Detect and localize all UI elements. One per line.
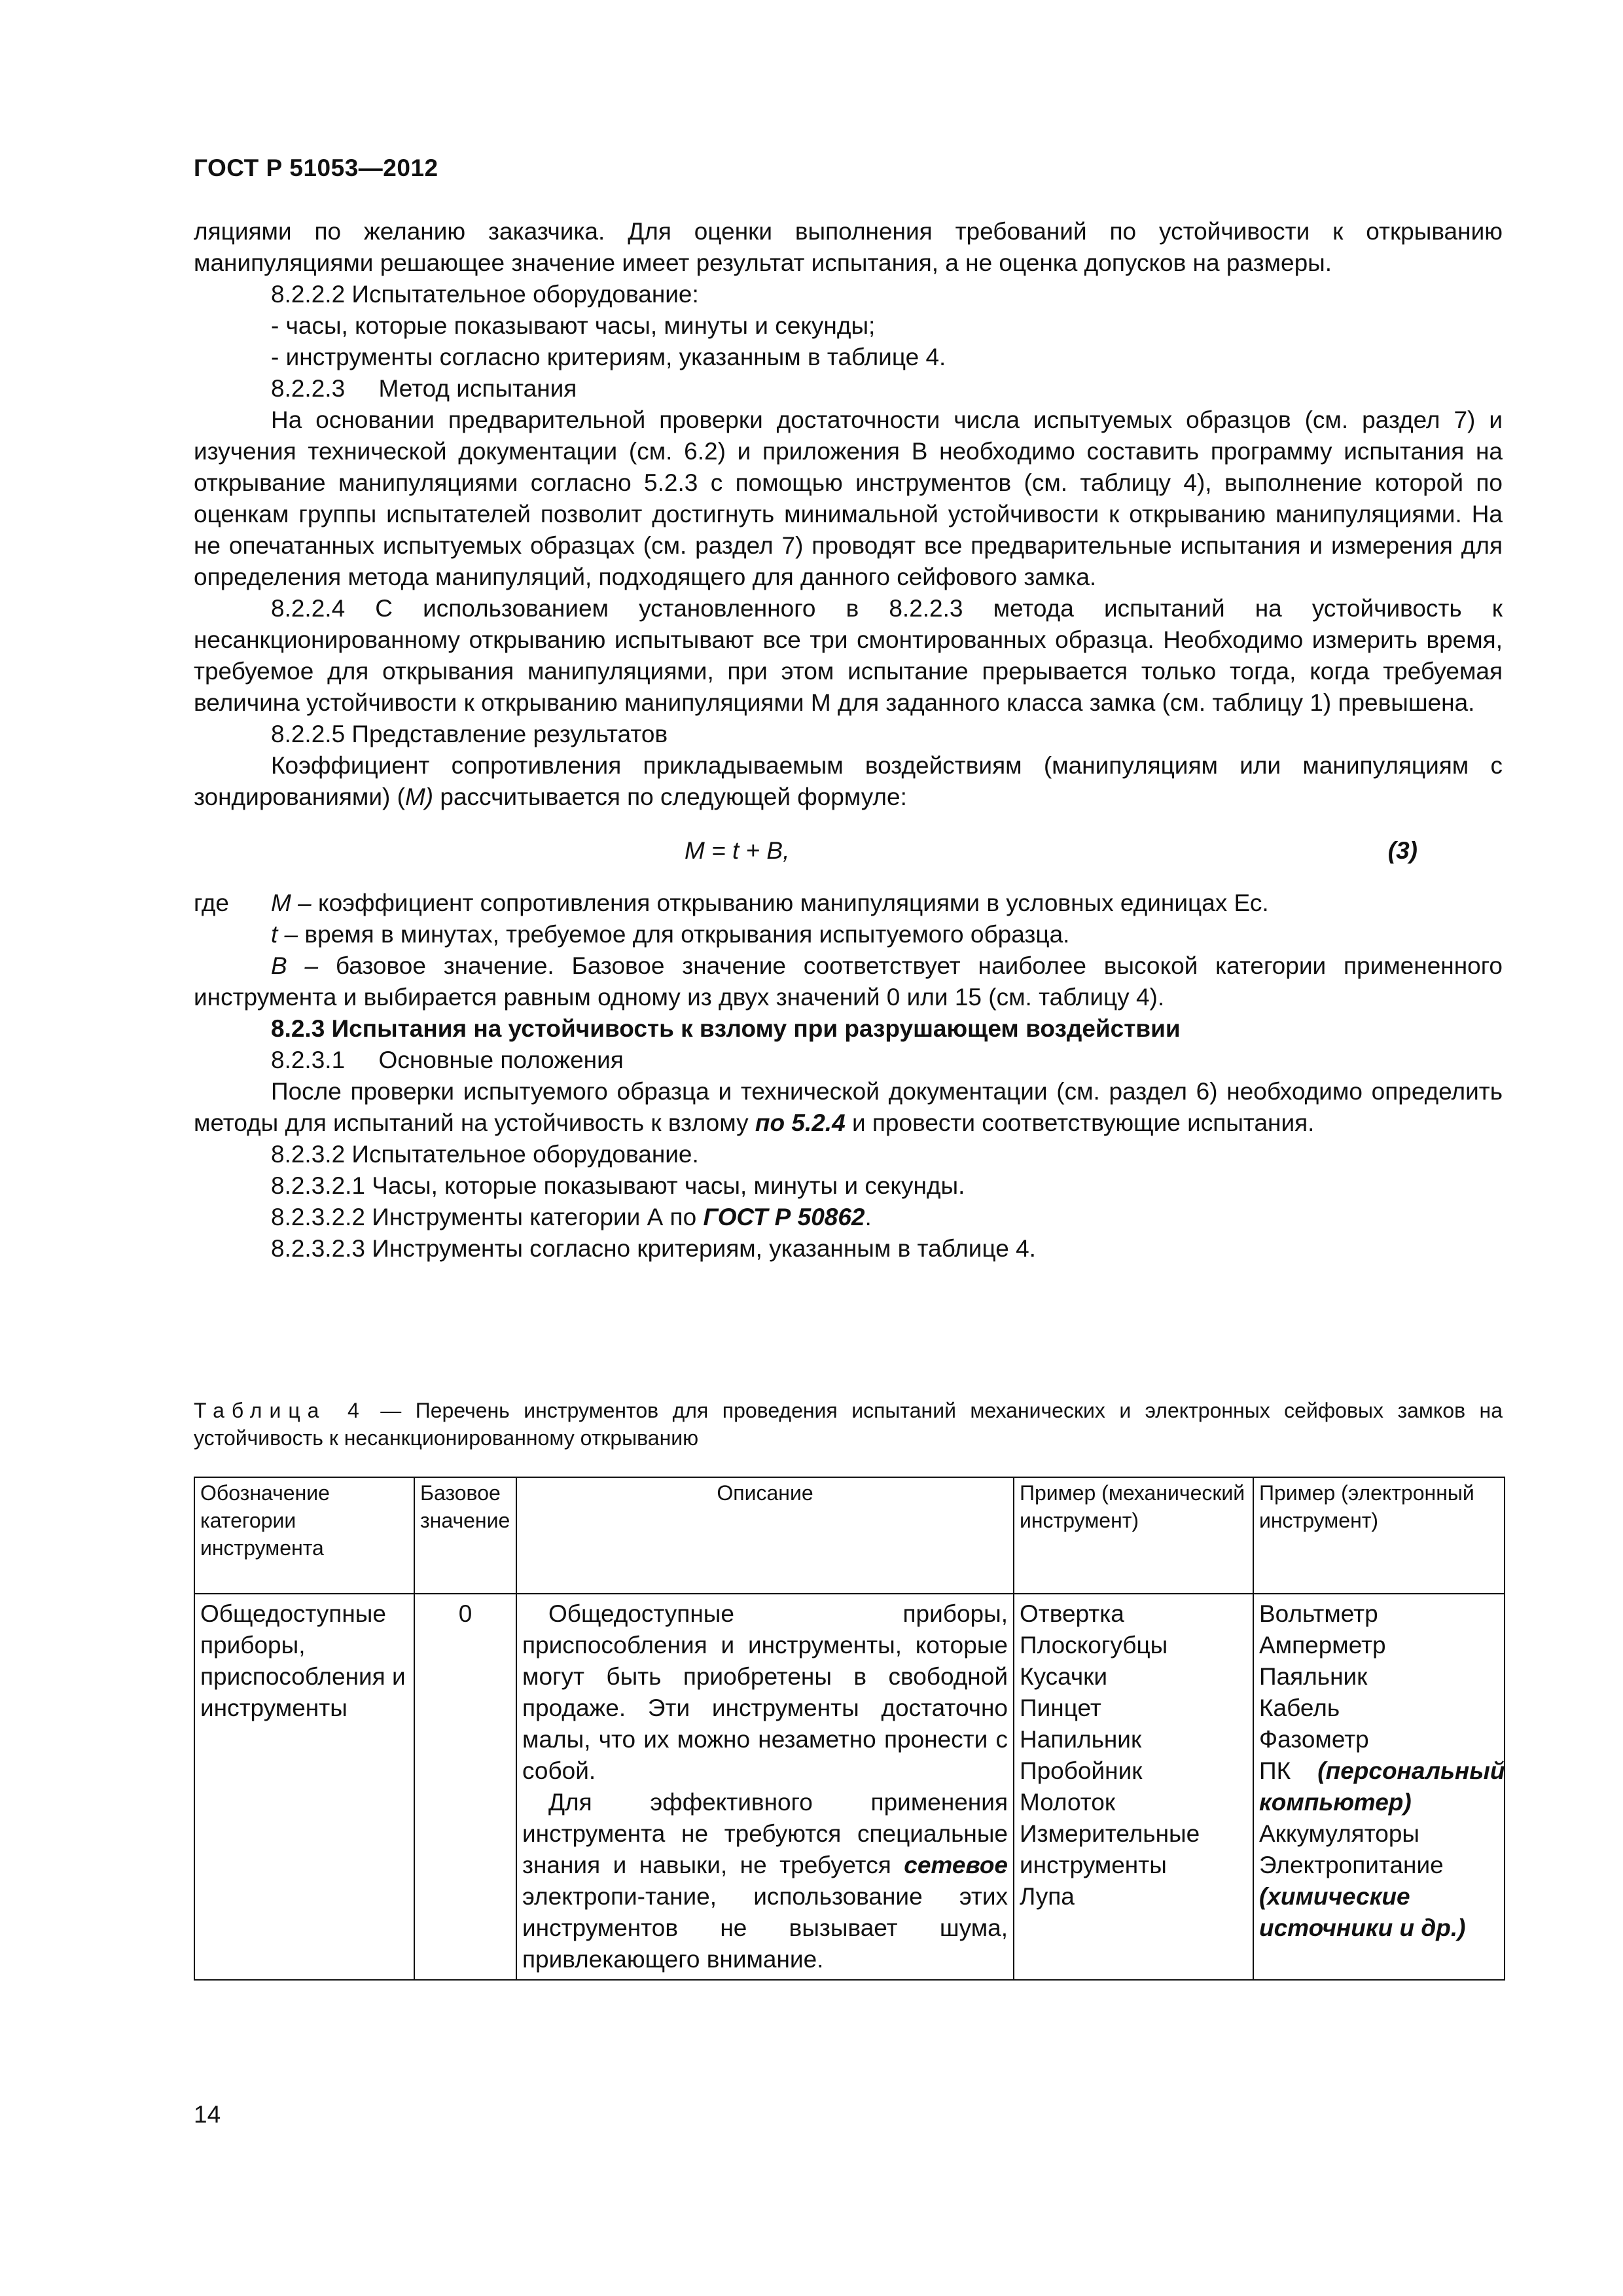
list-item: Вольтметр <box>1259 1600 1378 1627</box>
clause-8-2-3-2-3: 8.2.3.2.3 Инструменты согласно критериям, указанным в таблице 4. <box>271 1235 1036 1262</box>
cell-category: Общедоступные приборы, приспособления и инструменты <box>194 1594 414 1980</box>
list-item: Напильник <box>1020 1726 1142 1753</box>
header-base-value: Базовое значение <box>414 1477 516 1594</box>
list-item-pc <box>1259 1755 1505 1818</box>
list-item: Паяльник <box>1259 1663 1368 1690</box>
header-category: Обозначение категории инструмента <box>194 1477 414 1594</box>
description-paragraph <box>522 1787 1008 1975</box>
table-caption <box>194 1397 1503 1452</box>
definition-m <box>194 888 1503 919</box>
definition-m-content <box>271 888 1269 919</box>
body-text <box>194 216 1503 1265</box>
list-item: Электропитание <box>1259 1852 1444 1878</box>
table-row <box>194 1594 1505 1980</box>
definition-b <box>194 950 1503 1013</box>
text-part: Коэффициент сопротивления прикладываемым воздействиям (манипуляциям или манипуляциям с зондированиями) ( <box>194 752 1503 810</box>
list-item: Пробойник <box>1020 1757 1143 1784</box>
definition-m-text: коэффициент сопротивления открыванию манипуляциями в условных единицах Ес. <box>311 889 1269 916</box>
reference-gost-50862: ГОСТ Р 50862 <box>703 1204 865 1230</box>
formula: M = t + B, <box>685 837 790 864</box>
pc-note: (персональный компьютер) <box>1259 1757 1505 1816</box>
table-caption-text: — Перечень инструментов для проведения испытаний механических и электронных сейфовых замков на устойчивость к несанкционированному открыванию <box>194 1399 1503 1450</box>
definition-t <box>194 919 1503 950</box>
list-item: Молоток <box>1020 1789 1116 1816</box>
text-part: 8.2.3.2.2 Инструменты категории А по <box>271 1204 704 1230</box>
clause-8-2-3-2: 8.2.3.2 Испытательное оборудование. <box>271 1141 699 1168</box>
clause-8-2-2-3-text: На основании предварительной проверки достаточности числа испытуемых образцов (см. раздел 7) и изучения технической документации (см. 6.2) и приложения В необходимо составить программу испытания на открывание манипуляциями согласно 5.2.3 с помощью инструментов (см. таблицу 4), выполнение которой по оценкам группы испытателей позволит достигнуть минимальной устойчивости к открыванию манипуляциями. На не опечатанных испытуемых образцах (см. раздел 7) проводят все предварительные испытания и измерения для определения метода манипуляций, подходящего для данного сейфового замка. <box>194 406 1503 590</box>
cell-electronic-examples <box>1253 1594 1505 1980</box>
description-paragraph: Общедоступные приборы, приспособления и инструменты, которые могут быть приобретены в свободной продаже. Эти инструменты достаточно малы, что их можно незаметно пронести с собой. <box>522 1600 1008 1784</box>
symbol-t: t – <box>271 921 298 948</box>
text-part: После проверки испытуемого образца и технической документации (см. раздел 6) необходимо определить методы для испытаний на устойчивость к взлому <box>194 1078 1503 1136</box>
list-item: Плоскогубцы <box>1020 1632 1168 1659</box>
paragraph-continuation: ляциями по желанию заказчика. Для оценки выполнения требований по устойчивости к открыванию манипуляциями решающее значение имеет результат испытания, а не оценка допусков на размеры. <box>194 218 1503 276</box>
text-part: ПК <box>1259 1757 1291 1784</box>
list-item: Пинцет <box>1020 1695 1101 1721</box>
header-example-mechanical: Пример (механический инструмент) <box>1014 1477 1253 1594</box>
list-item: Кусачки <box>1020 1663 1108 1690</box>
table-caption-label: Таблица 4 <box>194 1399 366 1422</box>
document-code-header: ГОСТ Р 51053—2012 <box>194 154 438 181</box>
clause-8-2-2-5: 8.2.2.5 Представление результатов <box>271 721 668 747</box>
symbol-m: М – <box>271 889 312 916</box>
clause-8-2-3-2-1: 8.2.3.2.1 Часы, которые показывают часы, минуты и секунды. <box>271 1172 965 1199</box>
section-heading-8-2-3: 8.2.3 Испытания на устойчивость к взлому при разрушающем воздействии <box>271 1015 1181 1042</box>
header-description: Описание <box>516 1477 1014 1594</box>
list-item: Фазометр <box>1259 1726 1369 1753</box>
page-number: 14 <box>194 2101 221 2128</box>
list-item: Амперметр <box>1259 1632 1386 1659</box>
power-source-note: (химические источники и др.) <box>1259 1883 1466 1941</box>
tools-table <box>194 1477 1505 1981</box>
bullet-clock: - часы, которые показывают часы, минуты и секунды; <box>271 312 876 339</box>
cell-description <box>516 1594 1014 1980</box>
table-header-row <box>194 1477 1505 1594</box>
clause-8-2-3-2-2 <box>194 1202 1503 1233</box>
list-item: Аккумуляторы <box>1259 1820 1419 1847</box>
definition-b-text: базовое значение. Базовое значение соответствует наиболее высокой категории примененного инструмента и выбирается равным одному из двух значений 0 или 15 (см. таблицу 4). <box>194 952 1503 1011</box>
text-part: и провести соответствующие испытания. <box>845 1109 1315 1136</box>
definition-t-text: время в минутах, требуемое для открывания испытуемого образца. <box>298 921 1070 948</box>
text-part: электропи-тание, использование этих инструментов не вызывает шума, привлекающего внимание. <box>522 1883 1008 1973</box>
header-example-electronic: Пример (электронный инструмент) <box>1253 1477 1505 1594</box>
bullet-tools: - инструменты согласно критериям, указанным в таблице 4. <box>271 344 946 370</box>
where-word: где <box>194 889 230 916</box>
list-item: Кабель <box>1259 1695 1340 1721</box>
clause-8-2-3-1-text <box>194 1076 1503 1139</box>
list-item: Отвертка <box>1020 1600 1124 1627</box>
clause-8-2-2-5-text <box>194 750 1503 813</box>
symbol-b: В – <box>271 952 319 979</box>
clause-8-2-3-1: 8.2.3.1 Основные положения <box>271 1047 624 1073</box>
text-part: Для эффективного применения инструмента не требуются специальные знания и навыки, не требуется <box>522 1789 1008 1878</box>
list-item: Измерительные инструменты <box>1020 1820 1200 1878</box>
emphasis-network: сетевое <box>904 1852 1008 1878</box>
clause-8-2-2-4: 8.2.2.4 С использованием установленного в 8.2.2.3 метода испытаний на устойчивость к несанкционированному открыванию испытывают все три смонтированных образца. Необходимо измерить время, требуемое для открывания манипуляциями, при этом испытание прерывается только тогда, когда требуемая величина устойчивости к открыванию манипуляциями М для заданного класса замка (см. таблицу 1) превышена. <box>194 595 1503 716</box>
symbol-m: М) <box>404 783 434 810</box>
text-part: рассчитывается по следующей формуле: <box>433 783 907 810</box>
cell-base-value: 0 <box>414 1594 516 1980</box>
formula-row <box>194 819 1503 882</box>
clause-8-2-2-2: 8.2.2.2 Испытательное оборудование: <box>271 281 699 308</box>
formula-number: (3) <box>1387 837 1418 864</box>
text-part: . <box>865 1204 872 1230</box>
reference-5-2-4: по 5.2.4 <box>755 1109 846 1136</box>
list-item: Лупа <box>1020 1883 1075 1910</box>
cell-mechanical-examples <box>1014 1594 1253 1980</box>
clause-8-2-2-3: 8.2.2.3 Метод испытания <box>271 375 577 402</box>
